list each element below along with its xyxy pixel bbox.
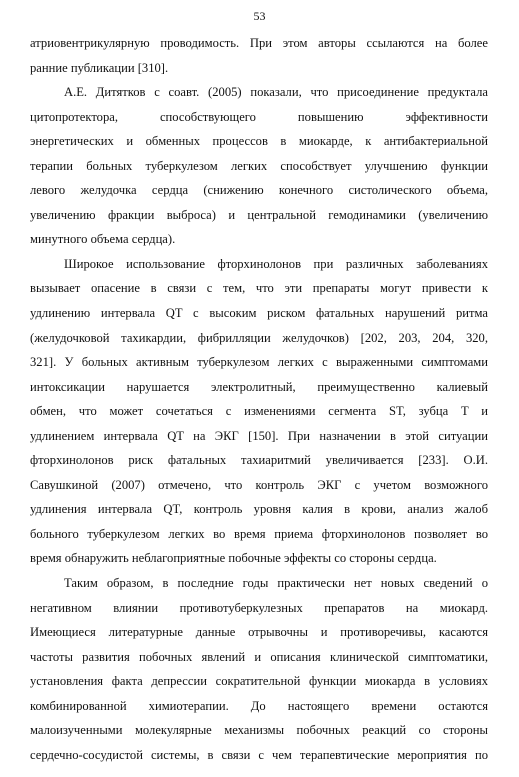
text-line: терапии больных туберкулезом легких способствует улучшению функции: [30, 158, 488, 173]
text-line: Савушкиной (2007) отмечено, что контроль ЭКГ с учетом возможного: [30, 477, 488, 492]
text-line: удлинением интервала QT на ЭКГ [150]. При назначении в этой ситуации: [30, 428, 488, 443]
text-line: сердечно-сосудистой системы, в связи с чем терапевтические мероприятия по: [30, 747, 488, 762]
text-line: атриовентрикулярную проводимость. При этом авторы ссылаются на более: [30, 36, 488, 50]
text-line: 321]. У больных активным туберкулезом легких с выраженными симптомами: [30, 355, 488, 370]
text-line: негативном влиянии противотуберкулезных препаратов на миокард.: [30, 600, 488, 615]
text-line: увеличению фракции выброса) и центральной гемодинамики (увеличению: [30, 207, 488, 222]
text-line: цитопротектора, способствующего повышению эффективности: [30, 109, 488, 124]
text-line: Широкое использование фторхинолонов при различных заболеваниях: [64, 256, 488, 271]
text-line: установления факта депрессии сократительной функции миокарда в условиях: [30, 674, 488, 689]
body-text: [30, 31, 488, 767]
text-line: (желудочковой тахикардии, фибрилляции желудочков) [202, 203, 204, 320,: [30, 330, 488, 345]
text-line: малоизученными молекулярные механизмы побочных реакций со стороны: [30, 723, 488, 738]
text-line: энергетических и обменных процессов в миокарде, к антибактериальной: [30, 134, 488, 149]
text-line: минутного объема сердца).: [30, 232, 176, 247]
page-number: 53: [253, 9, 266, 23]
paragraph-1: [30, 31, 488, 80]
paragraph-2: [30, 80, 488, 252]
text-line: удлинению интервала QT с высоким риском фатальных нарушений ритма: [30, 306, 488, 321]
text-line: больного туберкулезом легких во время приема фторхинолонов позволяет во: [30, 526, 488, 541]
text-line: комбинированной химиотерапии. До настоящего времени остаются: [30, 698, 488, 713]
text-line: Имеющиеся литературные данные отрывочны и противоречивы, касаются: [30, 625, 488, 640]
text-line: Таким образом, в последние годы практически нет новых сведений о: [64, 576, 488, 591]
text-line: время обнаружить неблагоприятные побочные эффекты со стороны сердца.: [30, 551, 437, 566]
paragraph-3: [30, 252, 488, 571]
text-line: интоксикации нарушается электролитный, преимущественно калиевый: [30, 379, 488, 394]
paragraph-4: [30, 571, 488, 767]
text-line: левого желудочка сердца (снижению конечного систолического объема,: [30, 183, 488, 198]
text-line: вызывает опасение в связи с тем, что эти препараты могут привести к: [30, 281, 488, 296]
text-line: А.Е. Дитятков с соавт. (2005) показали, что присоединение предуктала: [64, 85, 488, 100]
text-line: частоты развития побочных явлений и описания клинической симптоматики,: [30, 649, 488, 664]
text-line: удлинения интервала QT, контроль уровня калия в крови, анализ жалоб: [30, 502, 488, 517]
text-line: ранние публикации [310].: [30, 60, 169, 75]
text-line: обмен, что может сочетаться с изменениями сегмента ST, зубца T и: [30, 404, 488, 419]
text-line: фторхинолонов риск фатальных тахиаритмий увеличивается [233]. О.И.: [30, 453, 488, 468]
